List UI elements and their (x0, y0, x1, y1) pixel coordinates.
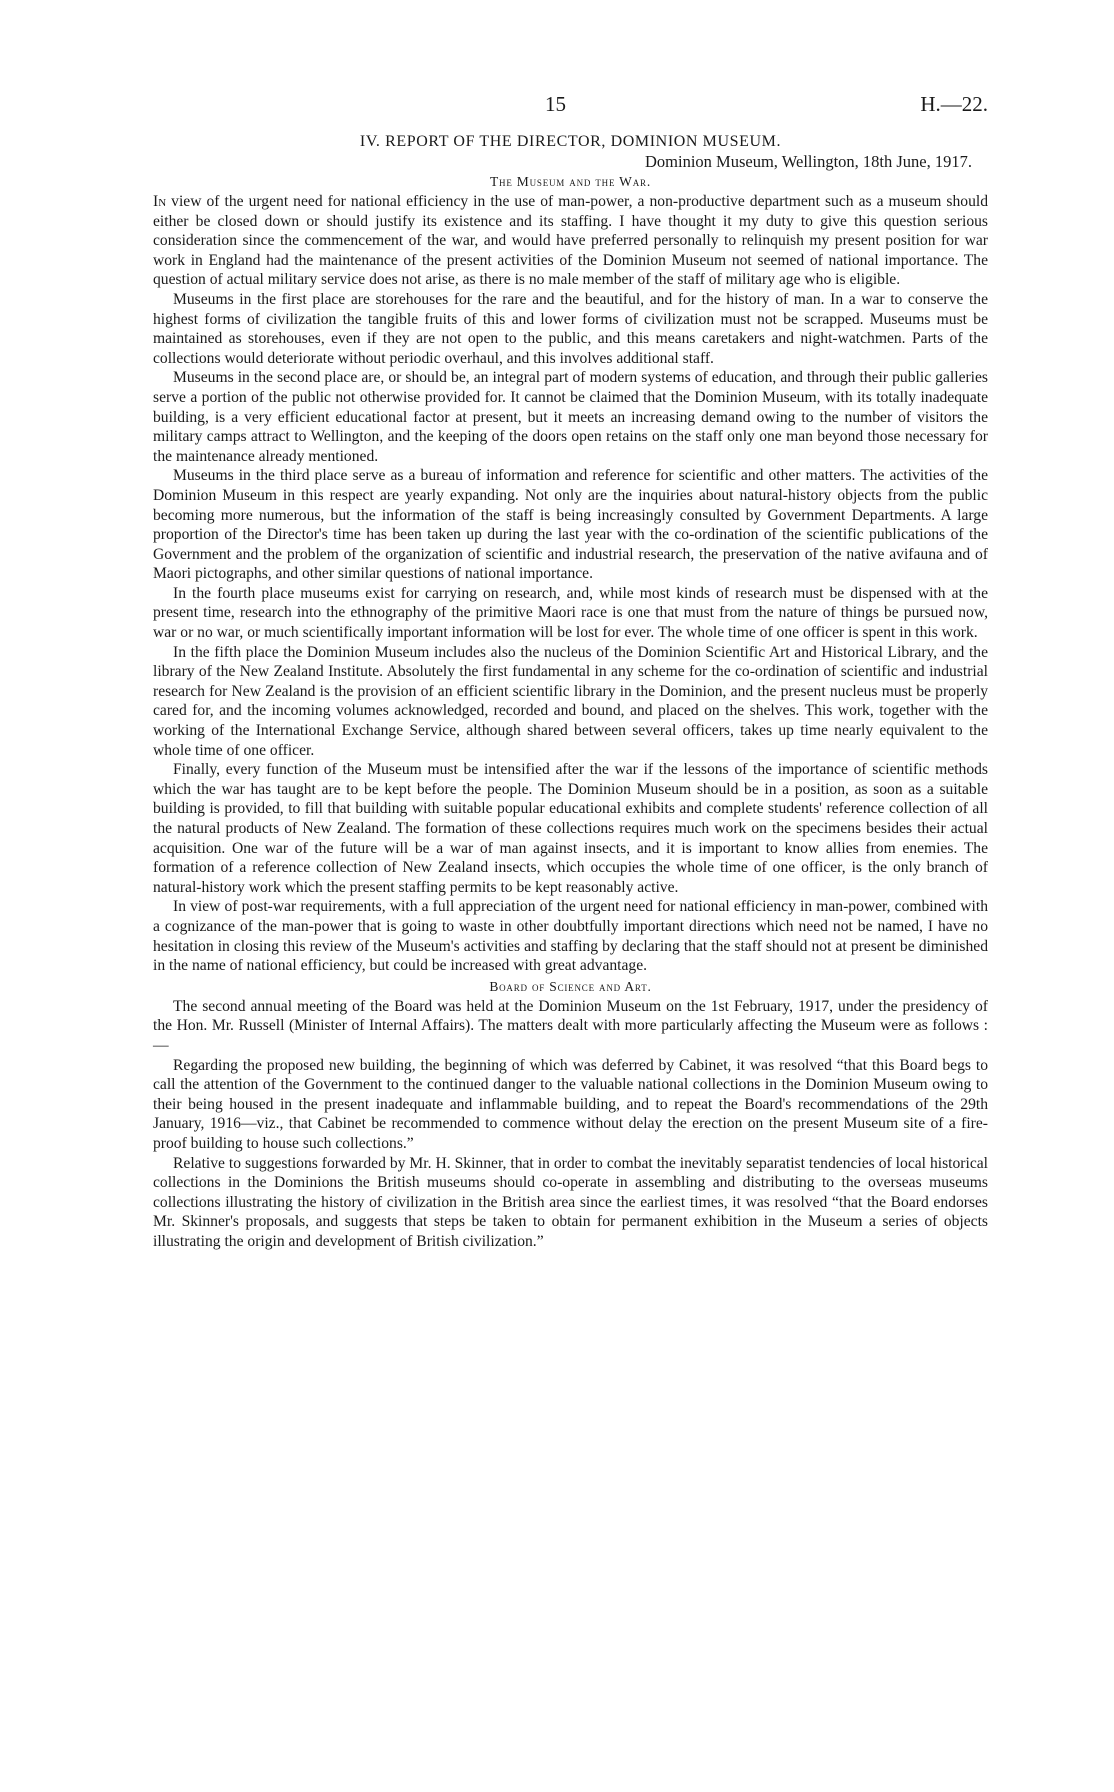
report-title: IV. REPORT OF THE DIRECTOR, DOMINION MUSEUM. (359, 133, 782, 150)
paragraph (153, 192, 988, 290)
paragraph: In the fifth place the Dominion Museum includes also the nucleus of the Dominion Scientific Art and Historical Library, and the library of the New Zealand Institute. Absolutely the first fundamental in any scheme for the co-ordination of scientific and industrial research for New Zealand is the provision of an efficient scientific library in the Dominion, and the present nucleus must be properly cared for, and the incoming volumes acknowledged, recorded and bound, and placed on the shelves. This work, together with the working of the International Exchange Service, although shared between several officers, takes up time nearly equivalent to the whole time of one officer. (153, 643, 988, 759)
section-heading-board-of-science-and-art: Board of Science and Art. (489, 978, 652, 994)
paragraph: Finally, every function of the Museum must be intensified after the war if the lessons of the importance of scientific methods which the war has taught are to be kept before the people. The Dominion Museum should be in a position, as soon as a suitable building is provided, to fill that building with suitable popular educational exhibits and complete students' reference collection of all the natural products of New Zealand. The formation of these collections requires much work on the specimens besides their actual acquisition. One war of the future will be a war of man against insects, and it is important to know allies from enemies. The formation of a reference collection of New Zealand insects, which occupies the whole time of one officer, is the only branch of natural-history work which the present staffing permits to be kept reasonably active. (153, 761, 988, 896)
paragraph: Museums in the first place are storehouses for the rare and the beautiful, and for the history of man. In a war to conserve the highest forms of civilization the tangible fruits of this and lower forms of civilization must not be scrapped. Museums must be maintained as storehouses, even if they are not open to the public, and this means caretakers and night-watchmen. Parts of the collections would deteriorate without periodic overhaul, and this involves additional staff. (153, 290, 988, 367)
place-date-line: Dominion Museum, Wellington, 18th June, 1917. (645, 152, 972, 171)
section-heading-museum-and-war: The Museum and the War. (489, 174, 652, 189)
document-reference: H.—22. (920, 92, 988, 116)
opening-word: In (153, 193, 167, 210)
paragraph: Museums in the third place serve as a bureau of information and reference for scientific and other matters. The activities of the Dominion Museum in this respect are yearly expanding. Not only are the inquiries about natural-history objects from the public becoming more numerous, but the information of the staff is being increasingly consulted by Government Departments. A large proportion of the Director's time has been taken up during the last year with the co-ordination of the scientific publications of the Government and the problem of the organization of scientific and industrial research, the preservation of the native avifauna and of Maori pictographs, and other similar questions of national importance. (153, 467, 988, 583)
paragraph: Museums in the second place are, or should be, an integral part of modern systems of education, and through their public galleries serve a portion of the public not otherwise provided for. It cannot be claimed that the Dominion Museum, with its totally inadequate building, is a very efficient educational factor at present, but it meets an increasing demand owing to the number of visitors the military camps attract to Wellington, and the keeping of the doors open retains on the staff only one man beyond those necessary for the maintenance already mentioned. (153, 369, 988, 465)
paragraph: Relative to suggestions forwarded by Mr. H. Skinner, that in order to combat the inevitably separatist tendencies of local historical collections in the Dominions the British museums should co-operate in assembling and distributing to the overseas museums collections illustrating the history of civilization in the British area since the earliest times, it was resolved “that the Board endorses Mr. Skinner's proposals, and suggests that steps be taken to obtain for permanent exhibition in the Museum a series of objects illustrating the origin and development of British civilization.” (153, 1154, 988, 1250)
page-number: 15 (545, 92, 566, 116)
page-header (153, 92, 988, 116)
paragraph: In view of post-war requirements, with a full appreciation of the urgent need for national efficiency in man-power, combined with a cognizance of the man-power that is going to waste in other doubtfully important directions which need not be named, I have no hesitation in closing this review of the Museum's activities and staffing by declaring that the staff should not at present be diminished in the name of national efficiency, but could be increased with great advantage. (153, 898, 988, 975)
paragraph: Regarding the proposed new building, the beginning of which was deferred by Cabinet, it was resolved “that this Board begs to call the attention of the Government to the continued danger to the valuable national collections in the Dominion Museum owing to their being housed in the present inadequate and inflammable building, and to repeat the Board's recommendations of the 29th January, 1916—viz., that Cabinet be recommended to commence without delay the erection on the present Museum site of a fire-proof building to house such collections.” (153, 1056, 988, 1152)
paragraph: In the fourth place museums exist for carrying on research, and, while most kinds of research must be dispensed with at the present time, research into the ethnography of the primitive Maori race is one that must from the nature of things be pursued now, war or no war, or much scientifically important information will be lost for ever. The whole time of one officer is spent in this work. (153, 584, 988, 642)
paragraph: The second annual meeting of the Board was held at the Dominion Museum on the 1st February, 1917, under the presidency of the Hon. Mr. Russell (Minister of Internal Affairs). The matters dealt with more particularly affecting the Museum were as follows :— (153, 997, 988, 1054)
paragraph-text: view of the urgent need for national efficiency in the use of man-power, a non-productive department such as a museum should either be closed down or should justify its existence and its staffing. I have thought it my duty to give this question serious consideration since the commencement of the war, and would have preferred personally to relinquish my present position for war work in England had the maintenance of the present activities of the Dominion Museum not seemed of national importance. The question of actual military service does not arise, as there is no male member of the staff of military age who is eligible. (153, 193, 988, 289)
document-page (153, 92, 988, 1251)
